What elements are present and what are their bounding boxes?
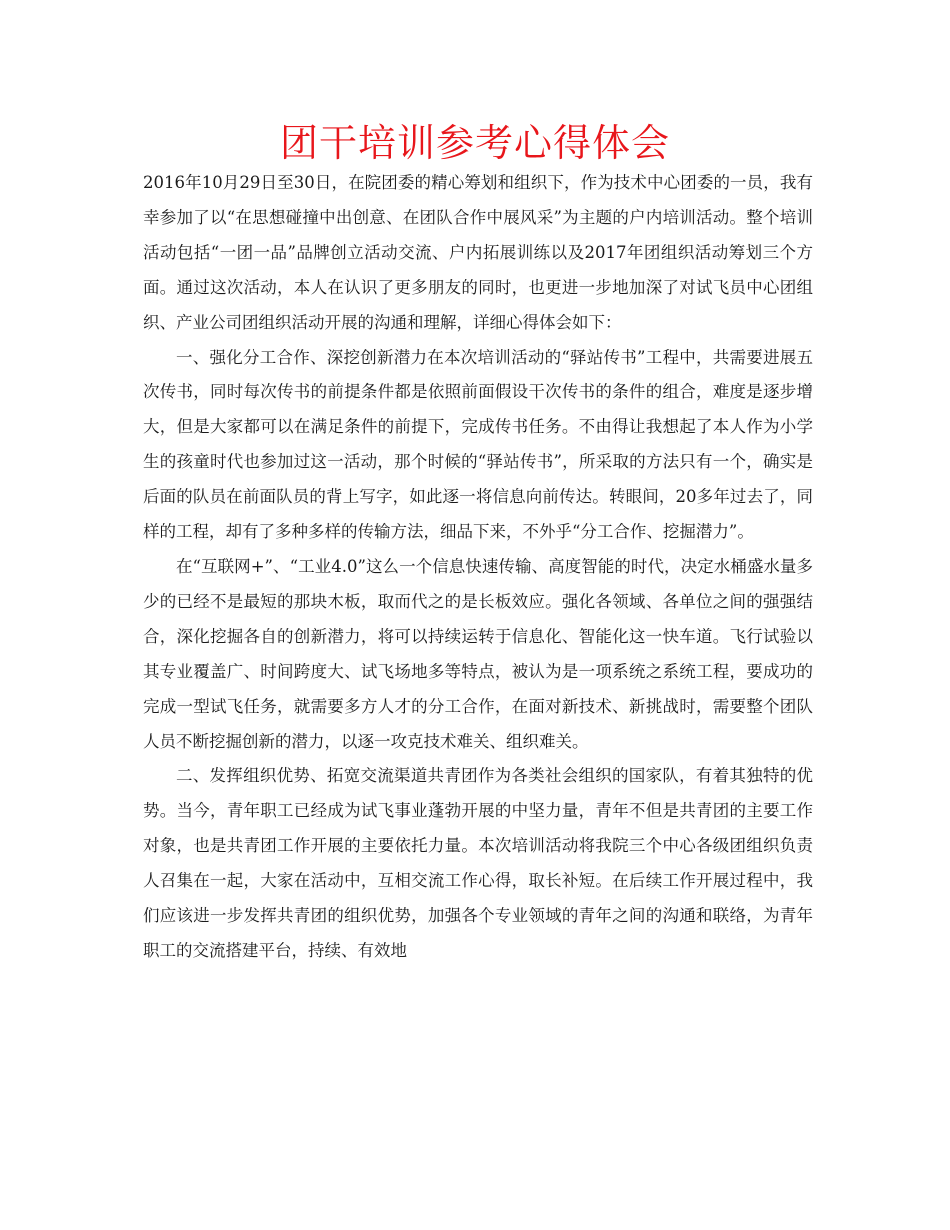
- paragraph-section-two: 二、发挥组织优势、拓宽交流渠道共青团作为各类社会组织的国家队，有着其独特的优势。当今，青年职工已经成为试飞事业蓬勃开展的中坚力量，青年不但是共青团的主要工作对象，也是共青团工作开展的主要依托力量。本次培训活动将我院三个中心各级团组织负责人召集在一起，大家在活动中，互相交流工作心得，取长补短。在后续工作开展过程中，我们应该进一步发挥共青团的组织优势，加强各个专业领域的青年之间的沟通和联络，为青年职工的交流搭建平台，持续、有效地: [143, 766, 813, 960]
- document-body: [143, 166, 813, 969]
- document-title: 团干培训参考心得体会: [279, 121, 670, 165]
- paragraph-internet-era: 在“互联网+”、“工业4.0”这么一个信息快速传输、高度智能的时代，决定水桶盛水量多少的已经不是最短的那块木板，取而代之的是长板效应。强化各领域、各单位之间的强强结合，深化挖掘各自的创新潜力，将可以持续运转于信息化、智能化这一快车道。飞行试验以其专业覆盖广、时间跨度大、试飞场地多等特点，被认为是一项系统之系统工程，要成功的完成一型试飞任务，就需要多方人才的分工合作，在面对新技术、新挑战时，需要整个团队人员不断挖掘创新的潜力，以逐一攻克技术难关、组织难关。: [143, 556, 813, 751]
- paragraph-intro: 2016年10月29日至30日，在院团委的精心筹划和组织下，作为技术中心团委的一员，我有幸参加了以“在思想碰撞中出创意、在团队合作中展风采”为主题的户内培训活动。整个培训活动包括“一团一品”品牌创立活动交流、户内拓展训练以及2017年团组织活动筹划三个方面。通过这次活动，本人在认识了更多朋友的同时，也更进一步地加深了对试飞员中心团组织、产业公司团组织活动开展的沟通和理解，详细心得体会如下：: [143, 173, 813, 332]
- paragraph-section-one: 一、强化分工合作、深挖创新潜力在本次培训活动的“驿站传书”工程中，共需要进展五次传书，同时每次传书的前提条件都是依照前面假设干次传书的条件的组合，难度是逐步增大，但是大家都可以在满足条件的前提下，完成传书任务。不由得让我想起了本人作为小学生的孩童时代也参加过这一活动，那个时候的“驿站传书”，所采取的方法只有一个，确实是后面的队员在前面队员的背上写字，如此逐一将信息向前传达。转眼间，20多年过去了，同样的工程，却有了多种多样的传输方法，细品下来，不外乎“分工合作、挖掘潜力”。: [143, 347, 813, 542]
